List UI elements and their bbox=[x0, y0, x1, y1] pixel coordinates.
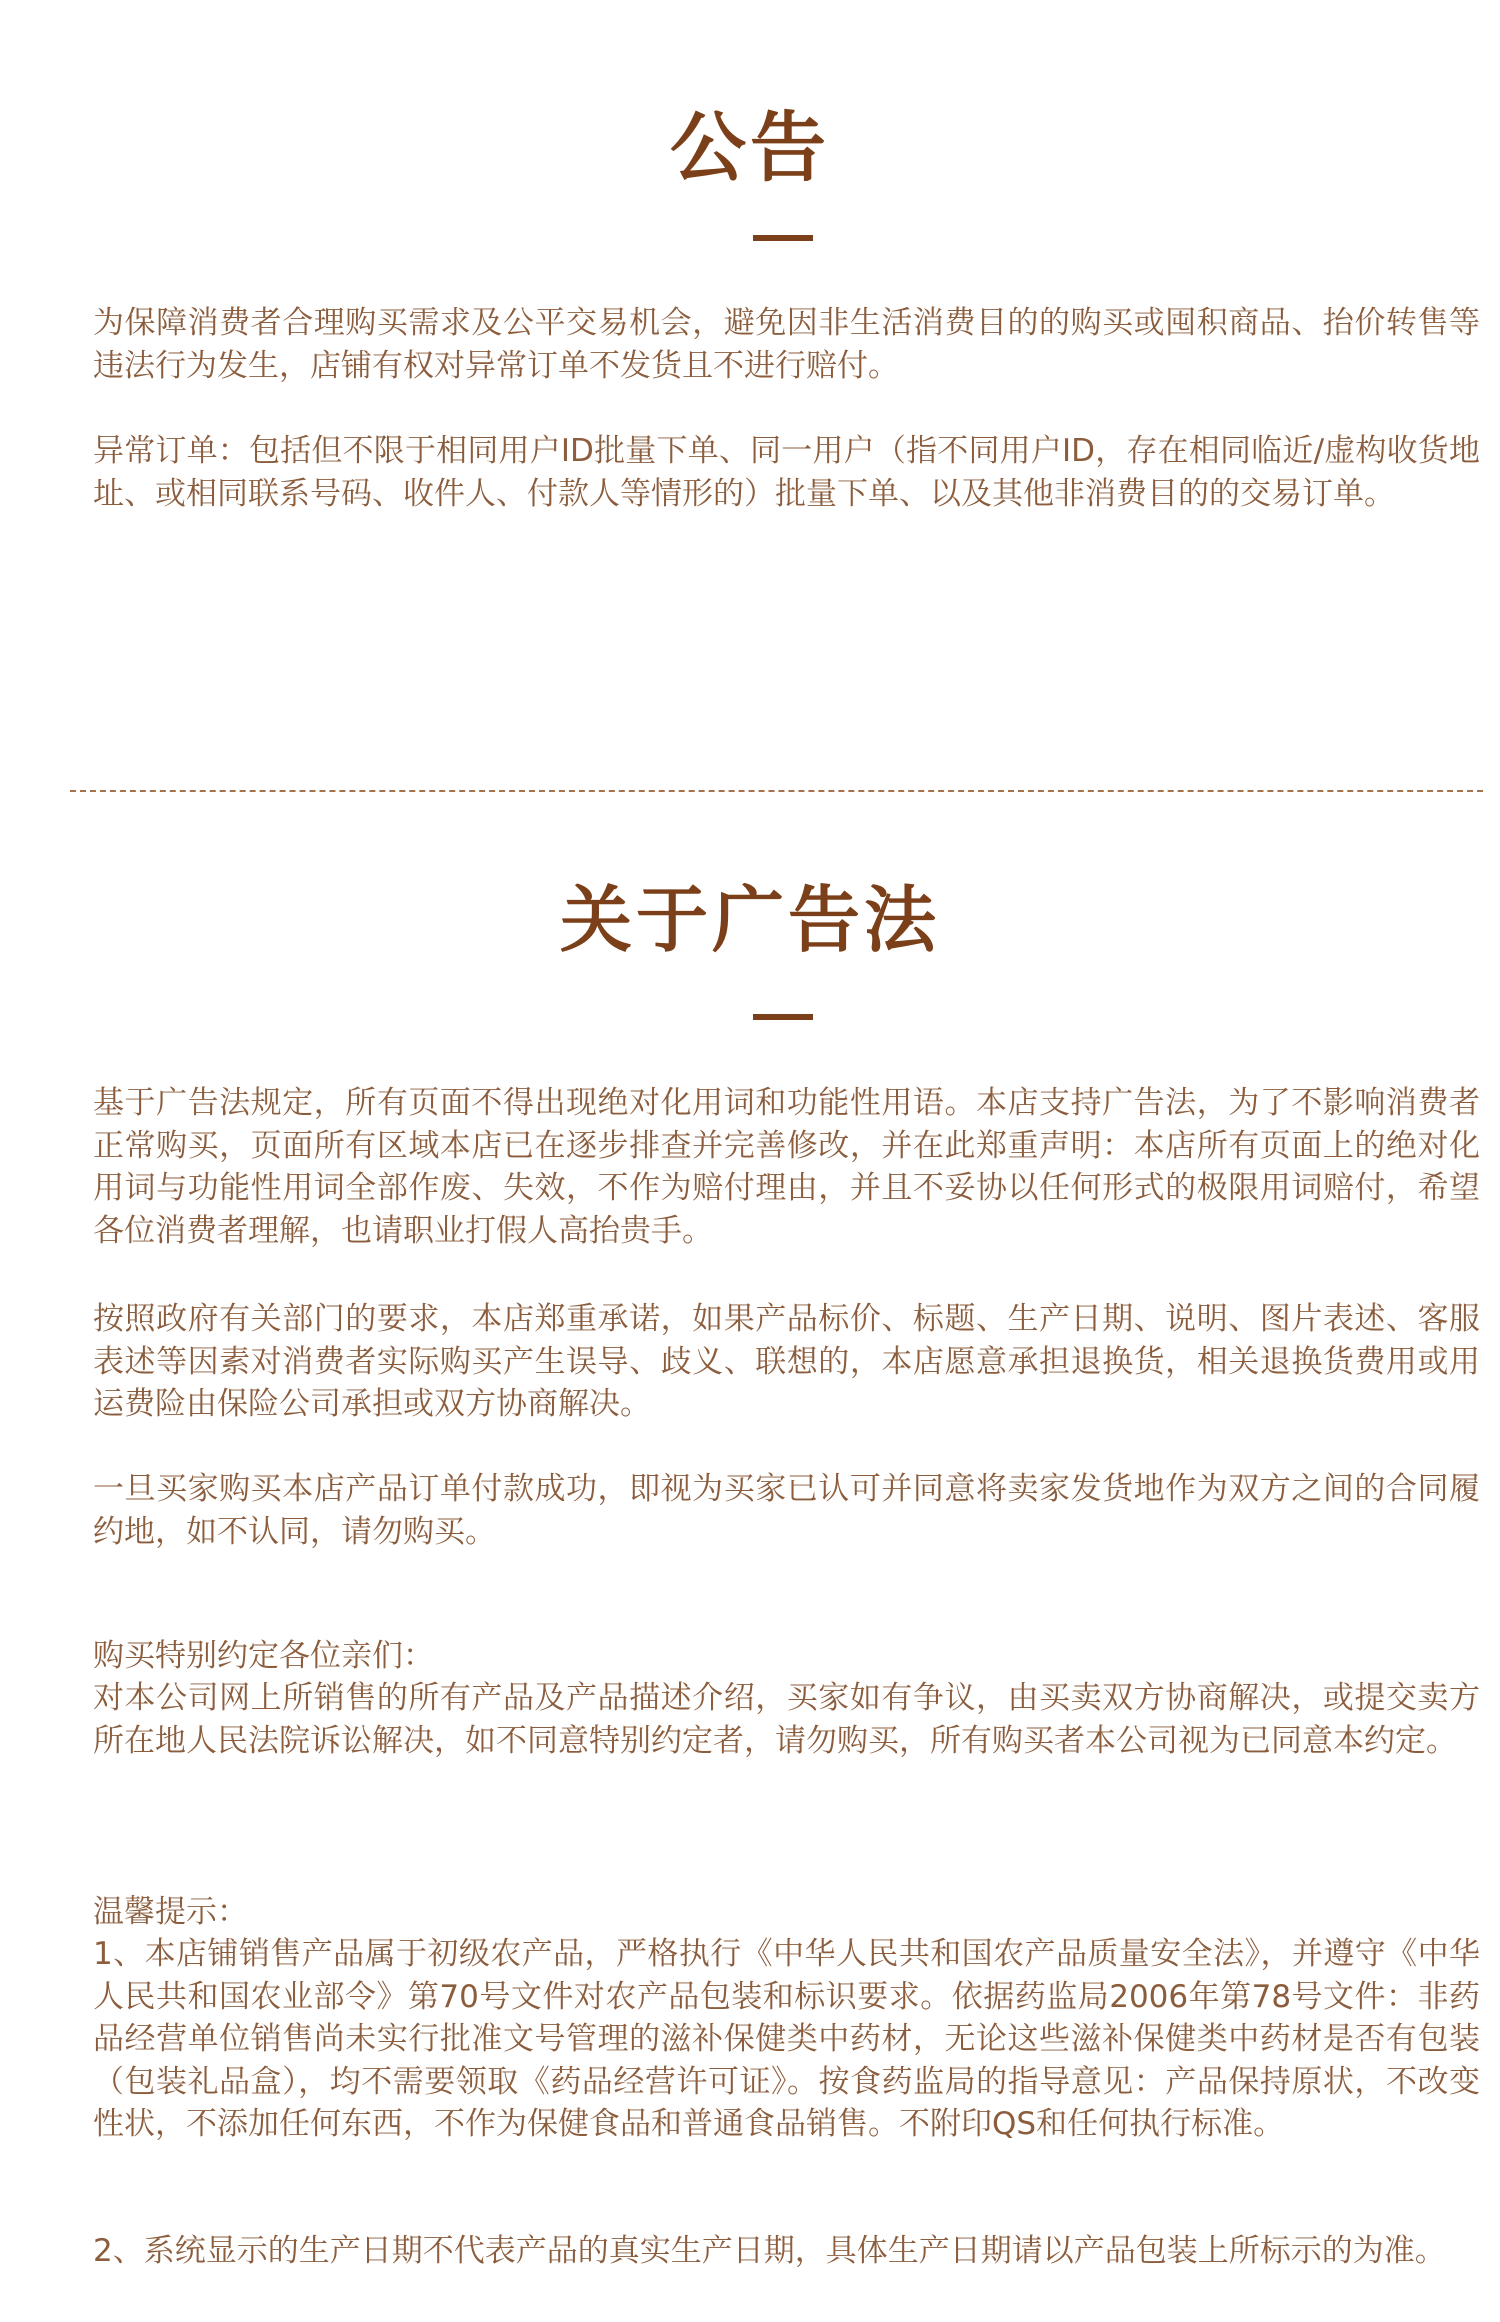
special-agreement-heading: 购买特别约定各位亲们： bbox=[93, 1638, 434, 1674]
tip-item-2: 2、系统显示的生产日期不代表产品的真实生产日期，具体生产日期请以产品包装上所标示的为准。 bbox=[93, 2233, 1446, 2269]
ad-law-title: 关于广告法 bbox=[559, 878, 940, 962]
tip-item-1: 1、本店铺销售产品属于初级农产品，严格执行《中华人民共和国农产品质量安全法》，并遵守《中华人民共和国农业部令》第70号文件对农产品包装和标识要求。依据药监局2006年第78号文件：非药品经营单位销售尚未实行批准文号管理的滋补保健类中药材，无论这些滋补保健类中药材是否有包装（包装礼品盒），均不需要领取《药品经营许可证》。按食药监局的指导意见：产品保持原状，不改变性状，不添加任何东西，不作为保健食品和普通食品销售。不附印QS和任何执行标准。 bbox=[93, 1936, 1480, 2142]
ad-law-title-underline bbox=[753, 1014, 813, 1020]
announcement-paragraph: 为保障消费者合理购买需求及公平交易机会，避免因非生活消费目的的购买或囤积商品、抬价转售等违法行为发生，店铺有权对异常订单不发货且不进行赔付。 bbox=[93, 305, 1480, 384]
ad-law-paragraph: 基于广告法规定，所有页面不得出现绝对化用词和功能性用语。本店支持广告法，为了不影响消费者正常购买，页面所有区域本店已在逐步排查并完善修改，并在此郑重声明：本店所有页面上的绝对化用词与功能性用词全部作废、失效，不作为赔付理由，并且不妥协以任何形式的极限用词赔付，希望各位消费者理解，也请职业打假人高抬贵手。 bbox=[93, 1085, 1480, 1249]
abnormal-order-paragraph: 异常订单：包括但不限于相同用户ID批量下单、同一用户（指不同用户ID，存在相同临近/虚构收货地址、或相同联系号码、收件人、付款人等情形的）批量下单、以及其他非消费目的的交易订单。 bbox=[93, 433, 1480, 512]
announcement-title-underline bbox=[753, 235, 813, 241]
announcement-title: 公告 bbox=[670, 103, 830, 192]
section-divider bbox=[70, 790, 1483, 792]
tips-heading: 温馨提示： bbox=[93, 1894, 248, 1930]
return-policy-paragraph: 按照政府有关部门的要求，本店郑重承诺，如果产品标价、标题、生产日期、说明、图片表述、客服表述等因素对消费者实际购买产生误导、歧义、联想的，本店愿意承担退换货，相关退换货费用或用运费险由保险公司承担或双方协商解决。 bbox=[93, 1301, 1480, 1422]
contract-place-paragraph: 一旦买家购买本店产品订单付款成功，即视为买家已认可并同意将卖家发货地作为双方之间的合同履约地，如不认同，请勿购买。 bbox=[93, 1471, 1480, 1550]
special-agreement-text: 对本公司网上所销售的所有产品及产品描述介绍，买家如有争议，由买卖双方协商解决，或提交卖方所在地人民法院诉讼解决，如不同意特别约定者，请勿购买，所有购买者本公司视为已同意本约定。 bbox=[93, 1680, 1480, 1759]
